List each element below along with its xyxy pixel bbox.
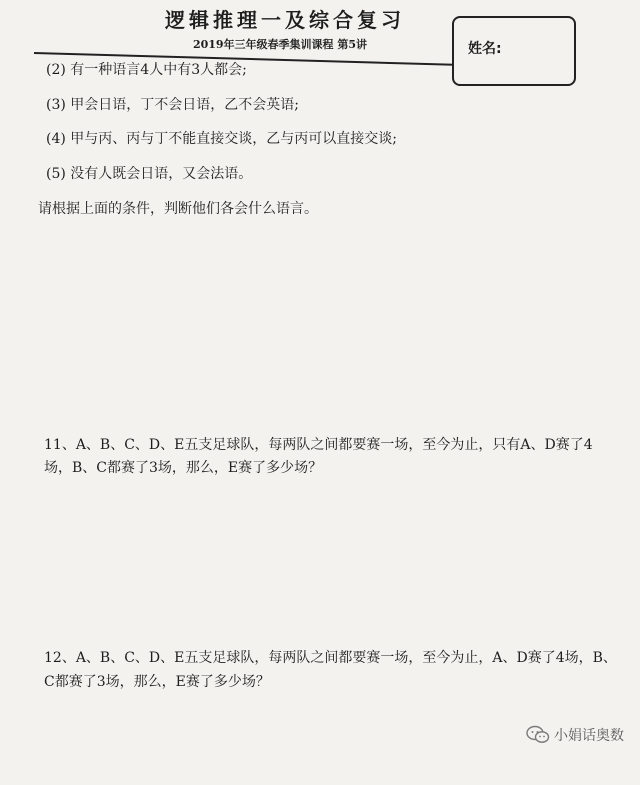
condition-3: (3) 甲会日语，丁不会日语，乙不会英语;	[46, 97, 299, 113]
watermark-text: 小娟话奥数	[554, 728, 624, 744]
wechat-icon	[526, 725, 550, 745]
problem10-question: 请根据上面的条件，判断他们各会什么语言。	[38, 201, 318, 217]
name-label: 姓名:	[468, 41, 502, 57]
problem12-line1: 12、A、B、C、D、E五支足球队，每两队之间都要赛一场，至今为止，A、D赛了4场，B、	[44, 650, 617, 666]
watermark	[526, 725, 624, 745]
condition-2: (2) 有一种语言4人中有3人都会;	[46, 62, 247, 78]
condition-4: (4) 甲与丙、丙与丁不能直接交谈，乙与丙可以直接交谈;	[46, 131, 397, 147]
problem11-line2: 场，B、C都赛了3场，那么，E赛了多少场？	[44, 460, 323, 476]
page-subtitle: 2019年三年级春季集训课程 第5讲	[192, 38, 368, 51]
condition-5: (5) 没有人既会日语，又会法语。	[46, 166, 253, 182]
page-title: 逻辑推理一及综合复习	[165, 8, 405, 32]
problem12-line2: C都赛了3场，那么，E赛了多少场？	[44, 674, 270, 690]
name-field-box[interactable]	[452, 16, 576, 86]
problem11-line1: 11、A、B、C、D、E五支足球队，每两队之间都要赛一场，至今为止，只有A、D赛了4	[44, 437, 593, 453]
